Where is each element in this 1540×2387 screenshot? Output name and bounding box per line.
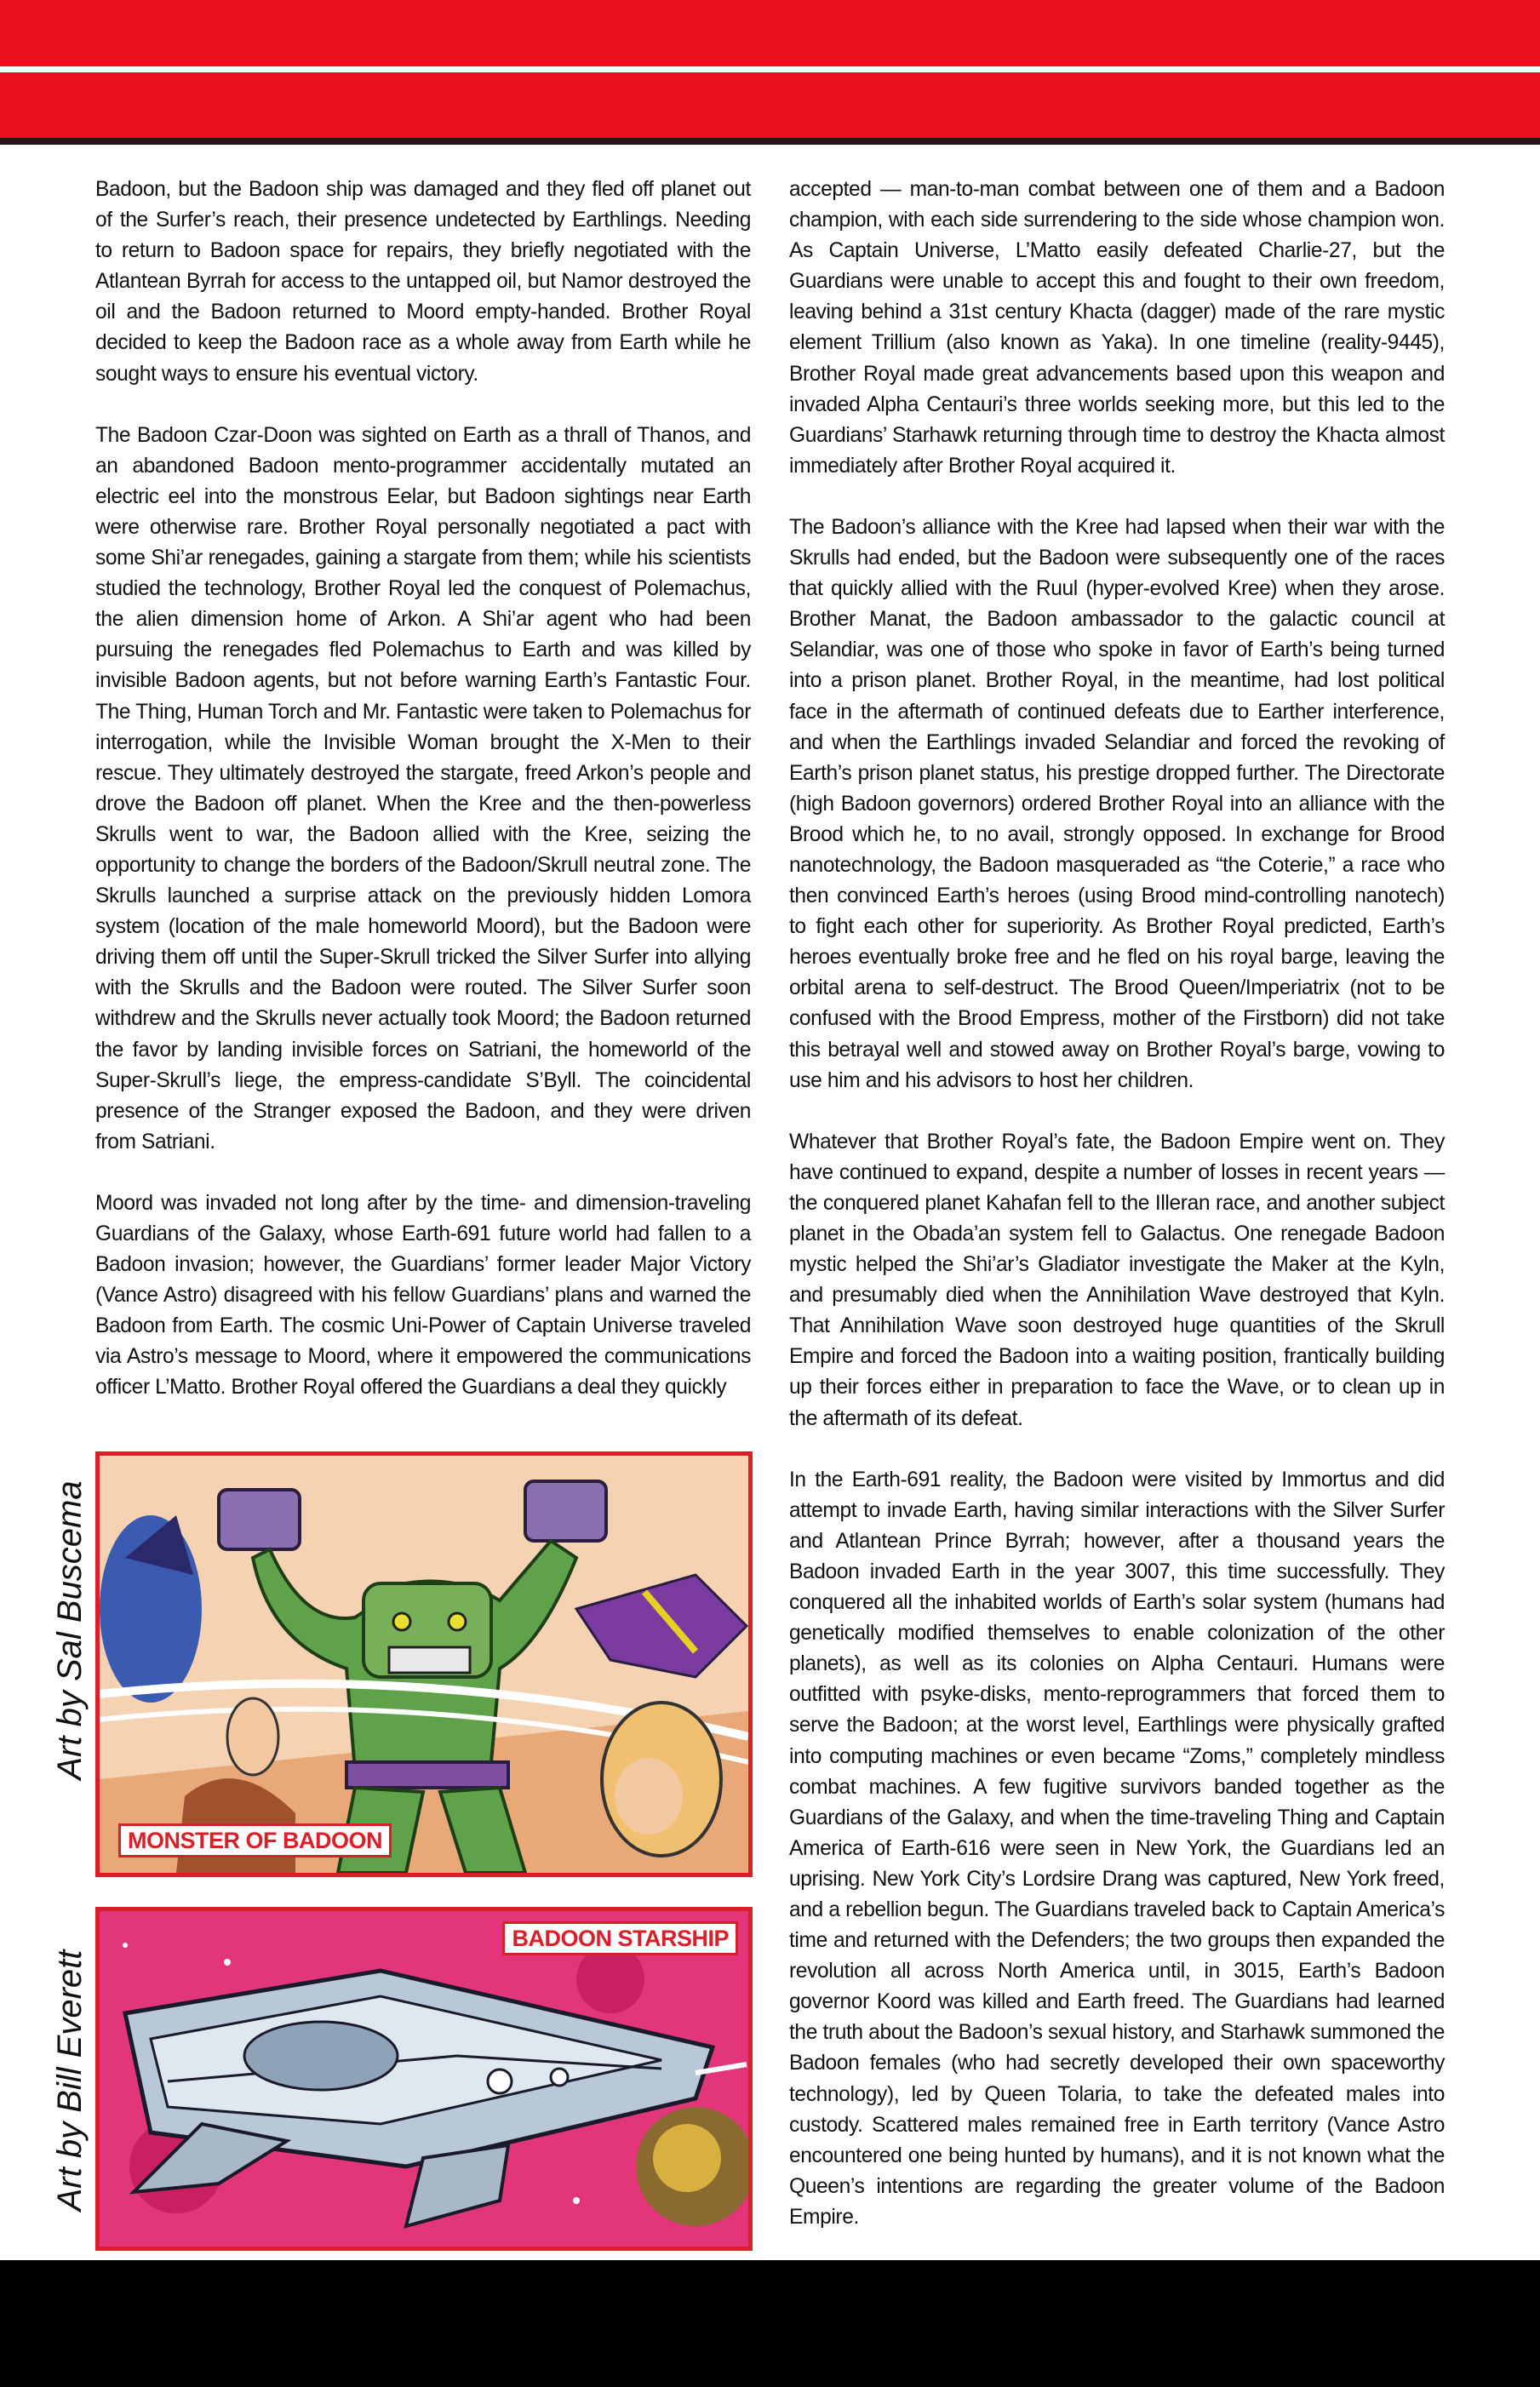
monster-of-badoon-panel [95, 1451, 753, 1877]
header-edge [0, 138, 1540, 145]
right-column [789, 175, 1445, 2233]
left-paragraph-1: Badoon, but the Badoon ship was damaged and they fled off planet out of the Surfer’s reach, their presence undetected by Earthlings. Needing to return to Badoon space for repairs, they briefly negotiated with the Atlantean Byrrah for access to the untapped oil, but Namor destroyed the oil and the Badoon returned to Moord empty-handed. Brother Royal decided to keep the Badoon race as a whole away from Earth while he sought ways to ensure his eventual victory. [95, 178, 751, 386]
right-paragraph-3: Whatever that Brother Royal’s fate, the Badoon Empire went on. They have continued to expand, despite a number of losses in recent years — the conquered planet Kahafan fell to the Illeran race, and another subject planet in the Obada’an system fell to Galactus. One renegade Badoon mystic helped the Shi’ar’s Gladiator investigate the Maker at the Kyln, and presumably died when the Annihilation Wave destroyed that Kyln. That Annihilation Wave soon destroyed huge quantities of the Skrull Empire and forced the Badoon into a waiting position, frantically building up their forces either in preparation to face the Wave, or to clean up in the aftermath of its defeat. [789, 1130, 1445, 1430]
art-credit-sal-buscema: Art by Sal Buscema [51, 1480, 89, 1780]
right-paragraph-1: accepted — man-to-man combat between one of them and a Badoon champion, with each side surrendering to the side whose champion won. As Captain Universe, L’Matto easily defeated Charlie-27, but the Guardians were unable to accept this and fought to their own freedom, leaving behind a 31st century Khacta (dagger) made of the rare mystic element Trillium (also known as Yaka). In one timeline (reality-9445), Brother Royal made great advancements based upon this weapon and invaded Alpha Centauri’s three worlds seeking more, but this led to the Guardians’ Starhawk returning through time to destroy the Khacta almost immediately after Brother Royal acquired it. [789, 178, 1445, 478]
left-paragraph-2: The Badoon Czar-Doon was sighted on Earth as a thrall of Thanos, and an abandoned Badoon mento-programmer accidentally mutated an electric eel into the monstrous Eelar, but Badoon sightings near Earth were otherwise rare. Brother Royal personally negotiated a pact with some Shi’ar renegades, gaining a stargate from them; while his scientists studied the technology, Brother Royal led the conquest of Polemachus, the alien dimension home of Arkon. A Shi’ar agent who had been pursuing the renegades fled Polemachus to Earth and was killed by invisible Badoon agents, but not before warning Earth’s Fantastic Four. The Thing, Human Torch and Mr. Fantastic were taken to Polemachus for interrogation, while the Invisible Woman brought the X-Men to their rescue. They ultimately destroyed the stargate, freed Arkon’s people and drove the Badoon off planet. When the Kree and the then-powerless Skrulls went to war, the Badoon allied with the Kree, seizing the opportunity to change the borders of the Badoon/Skrull neutral zone. The Skrulls launched a surprise attack on the previously hidden Lomora system (location of the male homeworld Moord), but the Badoon were driving them off until the Super-Skrull tricked the Silver Surfer into allying with the Skrulls and the Badoon were routed. The Silver Surfer soon withdrew and the Skrulls never actually took Moord; the Badoon returned the favor by landing invisible forces on Satriani, the homeworld of the Super-Skrull’s liege, the empress-candidate S’Byll. The coincidental presence of the Stranger exposed the Badoon, and they were driven from Satriani. [95, 423, 751, 1153]
badoon-starship-panel [95, 1907, 753, 2251]
art-credit-bill-everett: Art by Bill Everett [51, 1949, 89, 2212]
starship-caption: BADOON STARSHIP [502, 1921, 738, 1955]
monster-caption: MONSTER OF BADOON [118, 1823, 392, 1858]
header-stripe [0, 66, 1540, 72]
right-paragraph-4: In the Earth-691 reality, the Badoon were visited by Immortus and did attempt to invade Earth, having similar interactions with the Silver Surfer and Atlantean Prince Byrrah; however, after a thousand years the Badoon invaded Earth in the year 3007, this time successfully. They conquered all the inhabited worlds of Earth’s solar system (humans had genetically modified themselves to enable colonization of the other planets), as well as its colonies on Alpha Centauri. Humans were outfitted with psyke-disks, mento-reprogrammers that forced them to serve the Badoon; at the worst level, Earthlings were physically grafted into computing machines or even became “Zoms,” completely mindless combat machines. A few fugitive survivors banded together as the Guardians of the Galaxy, and when the time-traveling Thing and Captain America of Earth-616 were seen in New York, the Guardians led an uprising. New York City’s Lordsire Drang was captured, New York freed, and a rebellion begun. The Guardians traveled back to Captain America’s time and returned with the Defenders; the two groups then expanded the revolution all across North America until, in 3015, Earth’s Badoon governor Koord was killed and Earth freed. The Guardians had learned the truth about the Badoon’s sexual history, and Starhawk summoned the Badoon females (who had secretly developed their own spaceworthy technology), led by Queen Tolaria, to take the defeated males into custody. Scattered males remained free in Earth territory (Vance Astro encountered one being hunted by humans), and it is not known what the Queen’s intentions are regarding the greater volume of the Badoon Empire. [789, 1468, 1445, 2229]
left-paragraph-3: Moord was invaded not long after by the time- and dimension-traveling Guardians of the Galaxy, whose Earth-691 future world had fallen to a Badoon invasion; however, the Guardians’ former leader Major Victory (Vance Astro) disagreed with his fellow Guardians’ plans and warned the Badoon from Earth. The cosmic Uni-Power of Captain Universe traveled via Astro’s message to Moord, where it empowered the communications officer L’Matto. Brother Royal offered the Guardians a deal they quickly [95, 1191, 751, 1400]
footer-bar [0, 2260, 1540, 2387]
starship-illustration [100, 1911, 748, 2247]
left-column [95, 175, 751, 1404]
monster-illustration [100, 1456, 748, 1873]
right-paragraph-2: The Badoon’s alliance with the Kree had lapsed when their war with the Skrulls had ended, but the Badoon were subsequently one of the races that quickly allied with the Ruul (hyper-evolved Kree) when they arose. Brother Manat, the Badoon ambassador to the galactic council at Selandiar, was one of those who spoke in favor of Earth’s being turned into a prison planet. Brother Royal, in the meantime, had lost political face in the aftermath of continued defeats due to Earther interference, and when the Earthlings invaded Selandiar and forced the revoking of Earth’s prison planet status, his prestige dropped further. The Directorate (high Badoon governors) ordered Brother Royal into an alliance with the Brood which he, to no avail, strongly opposed. In exchange for Brood nanotechnology, the Badoon masqueraded as “the Coterie,” a race who then convinced Earth’s heroes (using Brood mind-controlling nanotech) to fight each other for superiority. As Brother Royal predicted, Earth’s heroes eventually broke free and he fled on his royal barge, leaving the orbital arena to self-destruct. The Brood Queen/Imperiatrix (not to be confused with the Brood Empress, mother of the Firstborn) did not take this betrayal well and stowed away on Brother Royal’s barge, vowing to use him and his advisors to host her children. [789, 515, 1445, 1092]
